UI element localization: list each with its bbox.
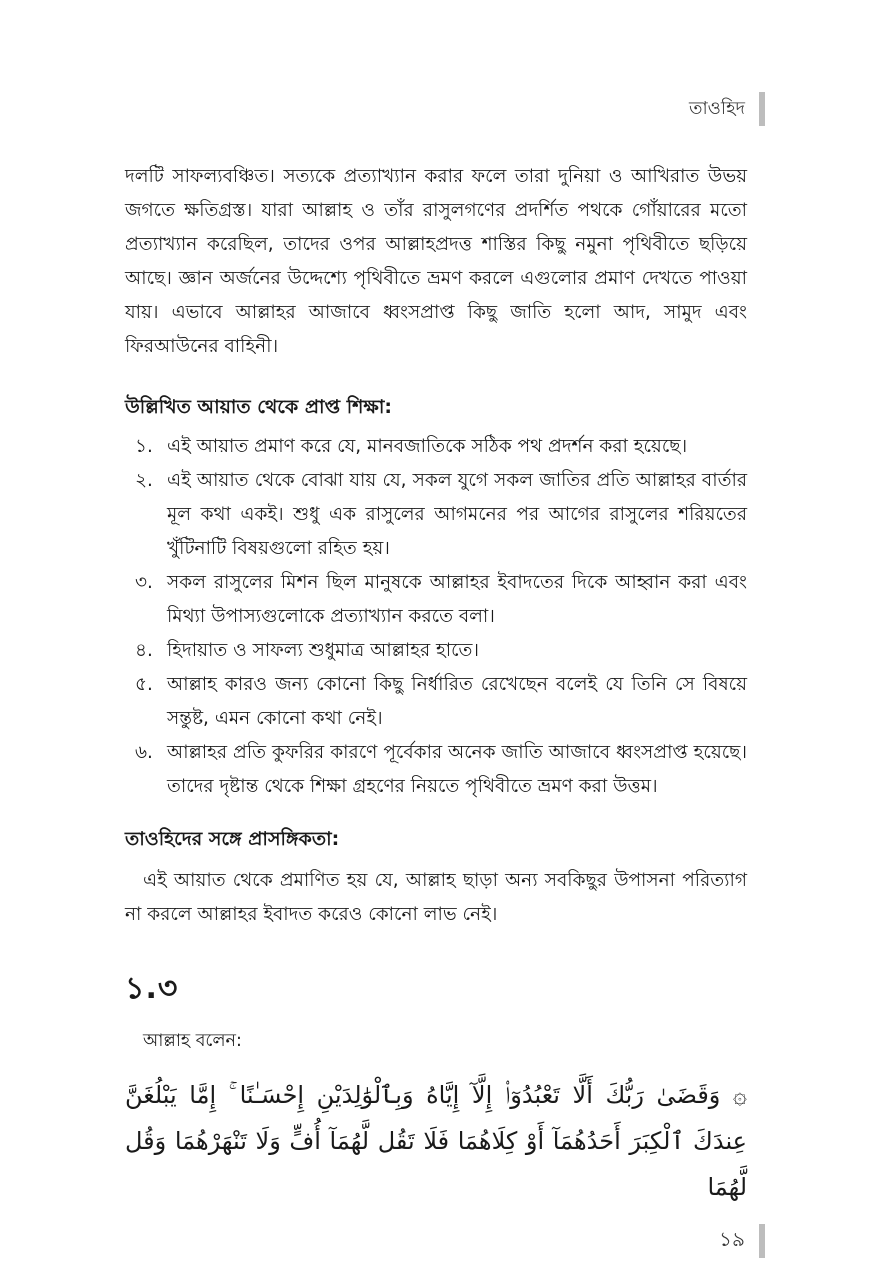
list-text: আল্লাহর প্রতি কুফরির কারণে পূর্বেকার অনেক জাতি আজাবে ধ্বংসপ্রাপ্ত হয়েছে। তাদের দৃষ্টান্ত থেকে শিক্ষা গ্রহণের নিয়তে পৃথিবীতে ভ্রমণ করা উত্তম। (167, 742, 747, 797)
list-number: ২. (135, 470, 153, 491)
lessons-heading: উল্লিখিত আয়াত থেকে প্রাপ্ত শিক্ষা: (125, 396, 392, 418)
list-number: ৪. (135, 640, 153, 661)
list-text: আল্লাহ কারও জন্য কোনো কিছু নির্ধারিত রেখেছেন বলেই যে তিনি সে বিষয়ে সন্তুষ্ট, এমন কোনো কথা নেই। (167, 674, 747, 729)
list-item (125, 736, 747, 804)
list-text: এই আয়াত থেকে বোঝা যায় যে, সকল যুগে সকল জাতির প্রতি আল্লাহর বার্তার মূল কথা একই। শুধু এক রাসুলের আগমনের পর আগের রাসুলের শরিয়তের খুঁটিনাটি বিষয়গুলো রহিত হয়। (167, 470, 747, 559)
list-text: হিদায়াত ও সাফল্য শুধুমাত্র আল্লাহর হাতে। (167, 640, 480, 661)
list-item (125, 668, 747, 736)
list-item (125, 634, 747, 668)
intro-paragraph: দলটি সাফল্যবঞ্চিত। সত্যকে প্রত্যাখ্যান করার ফলে তারা দুনিয়া ও আখিরাত উভয় জগতে ক্ষতিগ্রস্ত। যারা আল্লাহ ও তাঁর রাসুলগণের প্রদর্শিত পথকে গোঁয়ারের মতো প্রত্যাখ্যান করেছিল, তাদের ওপর আল্লাহপ্রদত্ত শাস্তির কিছু নমুনা পৃথিবীতে ছড়িয়ে আছে। জ্ঞান অর্জনের উদ্দেশ্যে পৃথিবীতে ভ্রমণ করলে এগুলোর প্রমাণ দেখতে পাওয়া যায়। এভাবে আল্লাহর আজাবে ধ্বংসপ্রাপ্ত কিছু জাতি হলো আদ, সামুদ এবং ফিরআউনের বাহিনী। (125, 166, 747, 357)
header-bar-decoration (759, 92, 765, 126)
list-item (125, 430, 747, 464)
list-number: ১. (135, 436, 153, 457)
list-text: সকল রাসুলের মিশন ছিল মানুষকে আল্লাহর ইবাদতের দিকে আহ্বান করা এবং মিথ্যা উপাস্যগুলোকে প্রত্যাখ্যান করতে বলা। (167, 572, 747, 627)
footer-bar-decoration (759, 1224, 765, 1258)
lessons-list (125, 430, 747, 804)
page-content (125, 160, 747, 1210)
list-number: ৫. (135, 674, 153, 695)
running-header (689, 92, 765, 126)
page-number: ১৯ (719, 1226, 745, 1251)
page-footer (719, 1224, 765, 1258)
list-number: ৩. (135, 572, 153, 593)
list-number: ৬. (135, 742, 153, 763)
running-title: তাওহিদ (688, 97, 745, 119)
relevance-paragraph: এই আয়াত থেকে প্রমাণিত হয় যে, আল্লাহ ছাড়া অন্য সবকিছুর উপাসনা পরিত্যাগ না করলে আল্লাহর ইবাদত করেও কোনো লাভ নেই। (125, 870, 747, 925)
arabic-verse: ۞ وَقَضَىٰ رَبُّكَ أَلَّا تَعْبُدُوٓا۟ إِلَّآ إِيَّاهُ وَبِٱلْوَٰلِدَيْنِ إِحْسَـٰنًا ۚ إِمَّا يَبْلُغَنَّ عِندَكَ ٱلْكِبَرَ أَحَدُهُمَآ أَوْ كِلَاهُمَا فَلَا تَقُل لَّهُمَآ أُفٍّ وَلَا تَنْهَرْهُمَا وَقُل لَّهُمَا (125, 1081, 747, 1201)
relevance-heading: তাওহিদের সঙ্গে প্রাসঙ্গিকতা: (125, 828, 340, 850)
speaker-line: আল্লাহ বলেন: (143, 1031, 242, 1051)
list-item (125, 566, 747, 634)
section-number: ১.৩ (125, 971, 179, 1006)
list-text: এই আয়াত প্রমাণ করে যে, মানবজাতিকে সঠিক পথ প্রদর্শন করা হয়েছে। (167, 436, 688, 457)
list-item (125, 464, 747, 566)
